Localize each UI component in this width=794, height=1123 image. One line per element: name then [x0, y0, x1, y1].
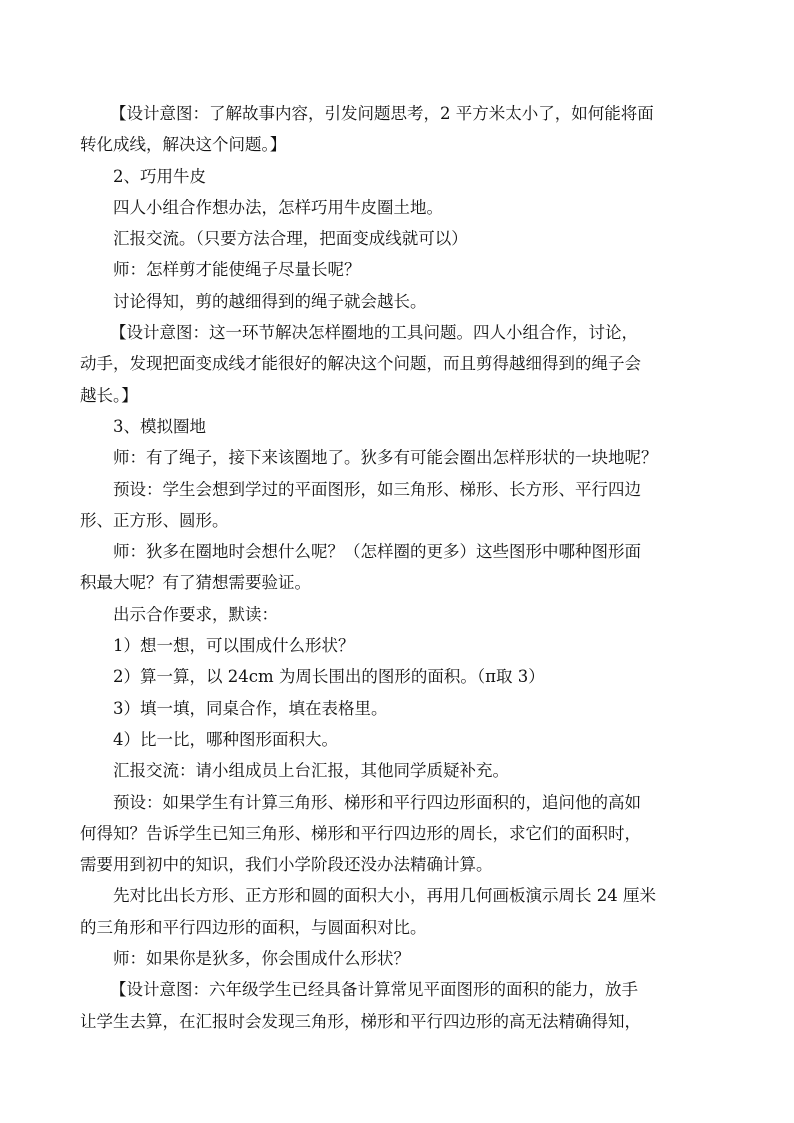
paragraph-line: 四人小组合作想办法，怎样巧用牛皮圈土地。 — [113, 197, 443, 217]
design-intent-line: 【设计意图：这一环节解决怎样圈地的工具问题。四人小组合作，讨论， — [110, 323, 638, 343]
paragraph-line: 预设：学生会想到学过的平面图形，如三角形、梯形、长方形、平行四边 — [113, 479, 641, 499]
paragraph-line: 师：狄多在圈地时会想什么呢？（怎样圈的更多）这些图形中哪种图形面 — [113, 542, 641, 562]
paragraph-line: 预设：如果学生有计算三角形、梯形和平行四边形面积的，追问他的高如 — [113, 792, 641, 812]
paragraph-line: 先对比出长方形、正方形和圆的面积大小，再用几何画板演示周长 24 厘米 — [113, 886, 656, 906]
design-intent-line: 转化成线，解决这个问题。】 — [80, 135, 287, 155]
paragraph-line: 3）填一填，同桌合作，填在表格里。 — [113, 698, 388, 718]
section-heading: 2、巧用牛皮 — [113, 166, 206, 186]
paragraph-line: 积最大呢？有了猜想需要验证。 — [80, 573, 311, 593]
paragraph-line: 的三角形和平行四边形的面积，与圆面积对比。 — [80, 917, 427, 937]
paragraph-line: 讨论得知，剪的越细得到的绳子就会越长。 — [113, 291, 427, 311]
design-intent-line: 【设计意图：六年级学生已经具备计算常见平面图形的面积的能力，放手 — [110, 980, 638, 1000]
paragraph-line: 2）算一算，以 24cm 为周长围出的图形的面积。（π取 3） — [113, 667, 545, 687]
paragraph-line: 4）比一比，哪种图形面积大。 — [113, 729, 338, 749]
paragraph-line: 需要用到初中的知识，我们小学阶段还没办法精确计算。 — [80, 855, 493, 875]
paragraph-line: 师：有了绳子，接下来该圈地了。狄多有可能会圈出怎样形状的一块地呢？ — [113, 448, 658, 468]
design-intent-line: 让学生去算，在汇报时会发现三角形，梯形和平行四边形的高无法精确得知， — [80, 1011, 641, 1031]
section-heading: 3、模拟圈地 — [113, 416, 206, 436]
design-intent-line: 动手，发现把面变成线才能很好的解决这个问题，而且剪得越细得到的绳子会 — [80, 354, 641, 374]
paragraph-line: 何得知？告诉学生已知三角形、梯形和平行四边形的周长，求它们的面积时， — [80, 823, 641, 843]
paragraph-line: 1）想一想，可以围成什么形状？ — [113, 636, 355, 656]
paragraph-line: 汇报交流。（只要方法合理，把面变成线就可以） — [113, 229, 468, 249]
paragraph-line: 出示合作要求，默读： — [113, 604, 278, 624]
paragraph-line: 汇报交流：请小组成员上台汇报，其他同学质疑补充。 — [113, 761, 509, 781]
paragraph-line: 师：如果你是狄多，你会围成什么形状？ — [113, 949, 410, 969]
design-intent-line: 越长。】 — [80, 385, 138, 405]
document-page — [80, 98, 720, 1037]
paragraph-line: 形、正方形、圆形。 — [80, 510, 229, 530]
design-intent-line: 【设计意图：了解故事内容，引发问题思考，2 平方米太小了，如何能将面 — [110, 104, 654, 123]
paragraph-line: 师：怎样剪才能使绳子尽量长呢？ — [113, 260, 361, 280]
